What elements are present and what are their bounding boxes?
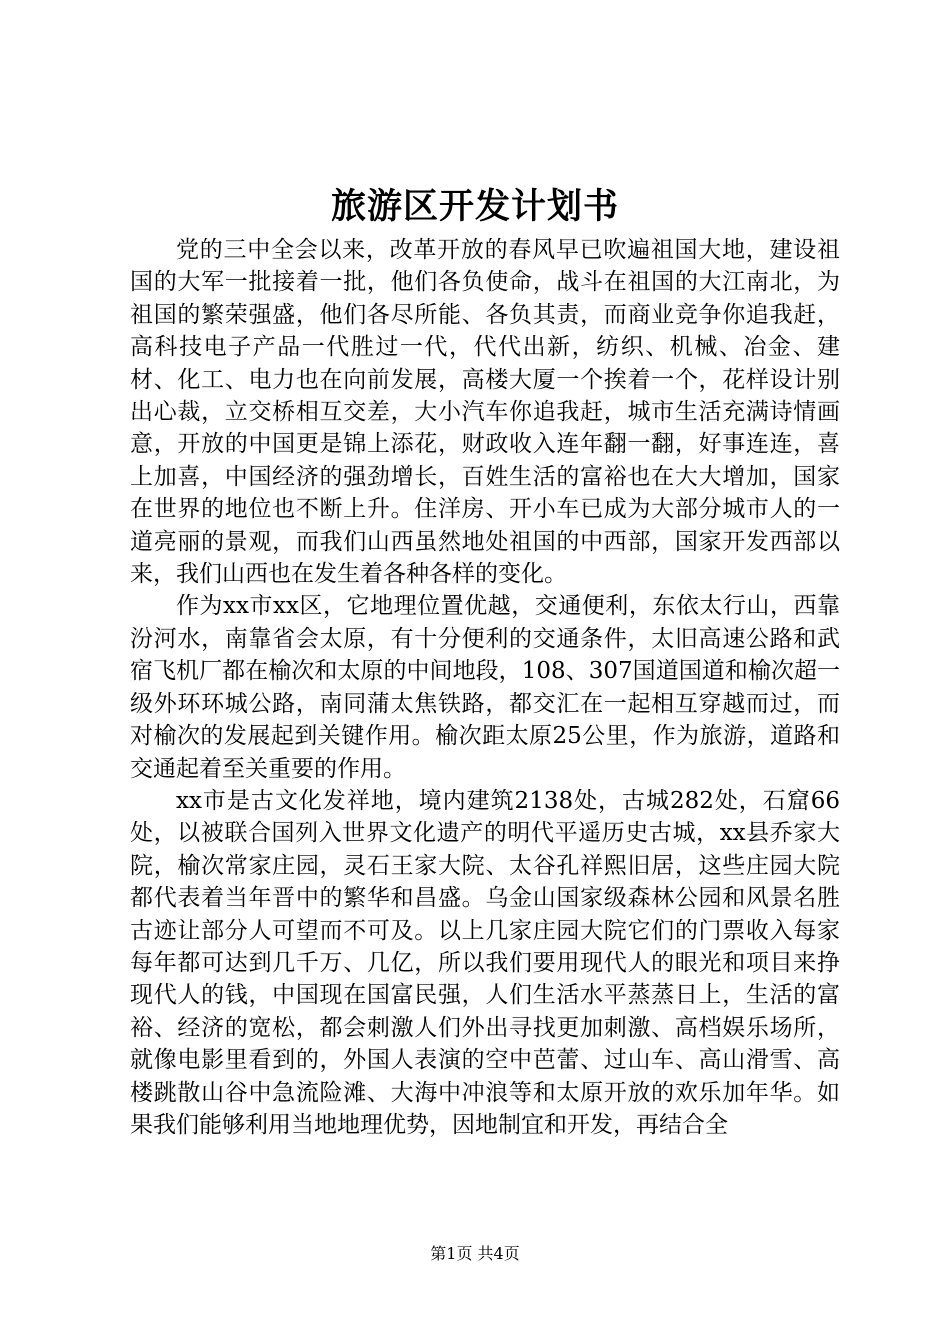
page-number-footer: 第1页 共4页 [430,1244,520,1263]
document-body [130,234,840,1141]
paragraph-2: 作为xx市xx区，它地理位置优越，交通便利，东依太行山，西靠汾河水，南靠省会太原，有十分便利的交通条件，太旧高速公路和武宿飞机厂都在榆次和太原的中间地段，108、307国道国道和榆次超一级外环环城公路，南同蒲太焦铁路，都交汇在一起相互穿越而过，而对榆次的发展起到关键作用。榆次距太原25公里，作为旅游，道路和交通起着至关重要的作用。 [130,593,840,782]
paragraph-1: 党的三中全会以来，改革开放的春风早已吹遍祖国大地，建设祖国的大军一批接着一批，他们各负使命，战斗在祖国的大江南北，为祖国的繁荣强盛，他们各尽所能、各负其责，而商业竞争你追我赶，高科技电子产品一代胜过一代，代代出新，纺织、机械、冶金、建材、化工、电力也在向前发展，高楼大厦一个挨着一个，花样设计别出心裁，立交桥相互交差，大小汽车你追我赶，城市生活充满诗情画意，开放的中国更是锦上添花，财政收入连年翻一翻，好事连连，喜上加喜，中国经济的强劲增长，百姓生活的富裕也在大大增加，国家在世界的地位也不断上升。住洋房、开小车已成为大部分城市人的一道亮丽的景观，而我们山西虽然地处祖国的中西部，国家开发西部以来，我们山西也在发生着各种各样的变化。 [130,237,840,588]
document-title: 旅游区开发计划书 [330,186,619,227]
paragraph-3: xx市是古文化发祥地，境内建筑2138处，古城282处，石窟66处，以被联合国列入世界文化遗产的明代平遥历史古城，xx县乔家大院，榆次常家庄园，灵石王家大院、太谷孔祥熙旧居，这些庄园大院都代表着当年晋中的繁华和昌盛。乌金山国家级森林公园和风景名胜古迹让部分人可望而不可及。以上几家庄园大院它们的门票收入每家每年都可达到几千万、几亿，所以我们要用现代人的眼光和项目来挣现代人的钱，中国现在国富民强，人们生活水平蒸蒸日上，生活的富裕、经济的宽松，都会刺激人们外出寻找更加刺激、高档娱乐场所，就像电影里看到的，外国人表演的空中芭蕾、过山车、高山滑雪、高楼跳散山谷中急流险滩、大海中冲浪等和太原开放的欢乐加年华。如果我们能够利用当地地理优势，因地制宜和开发，再结合全 [130,787,840,1138]
